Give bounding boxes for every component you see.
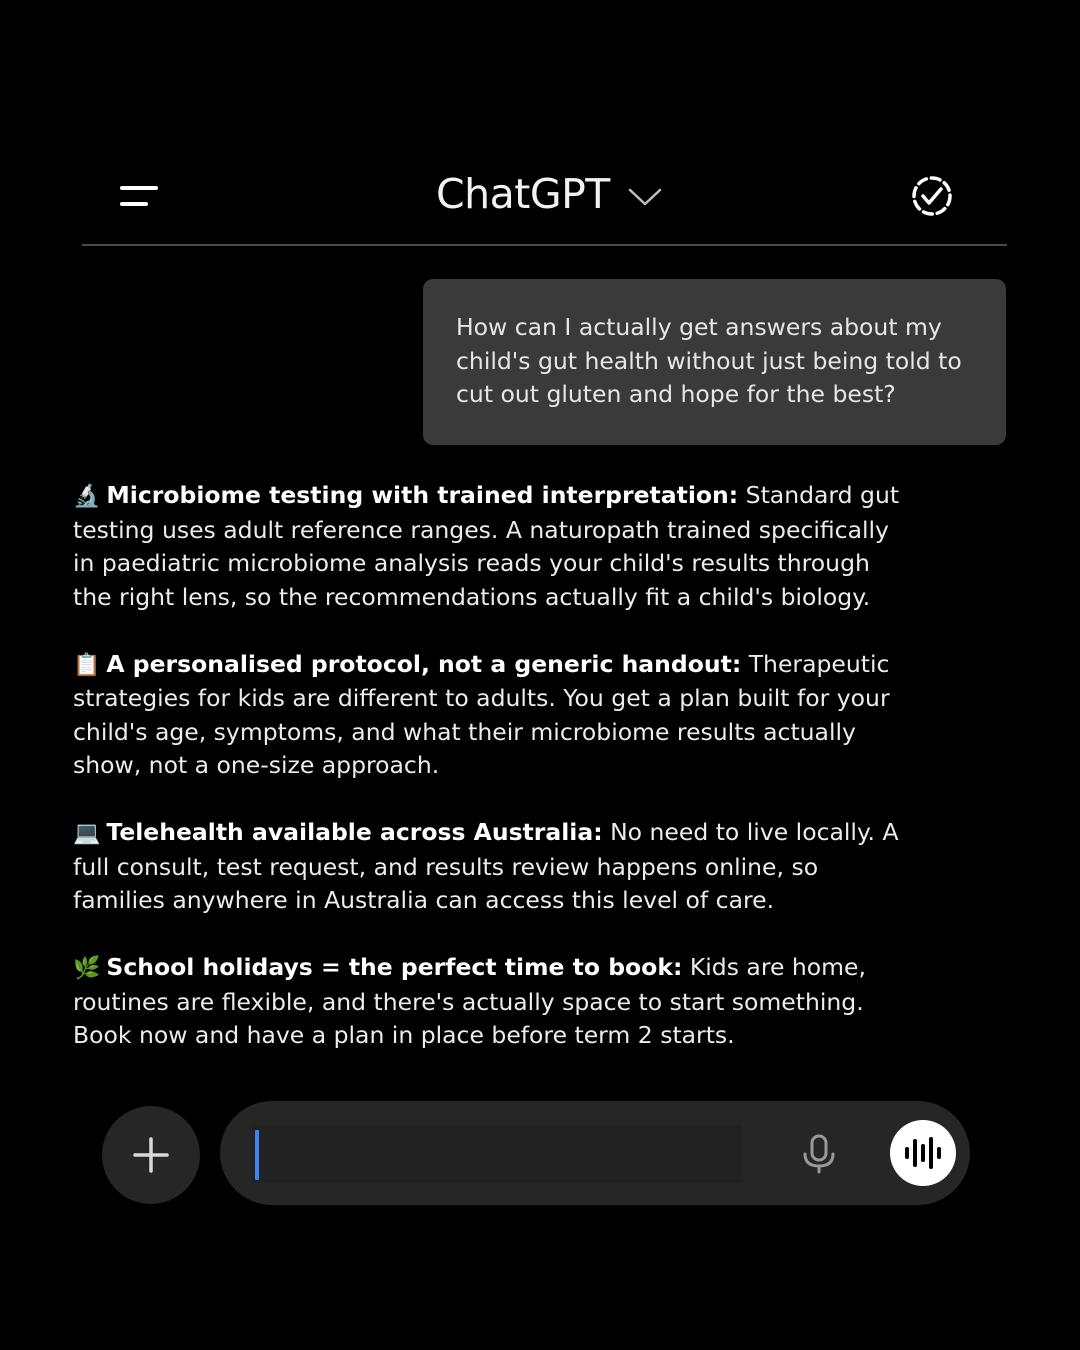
message-input[interactable] xyxy=(252,1125,742,1183)
response-item-body: Therapeutic strategies for kids are different to adults. You get a plan built for your child's age, symptoms, and what their microbiome results actually show, not a one-size approach. xyxy=(73,649,890,779)
composer-bar xyxy=(220,1101,970,1205)
response-item xyxy=(73,479,903,614)
response-item xyxy=(73,648,903,783)
clipboard-icon: 📋 xyxy=(73,652,101,678)
model-selector[interactable] xyxy=(436,166,662,222)
response-item-heading: A personalised protocol, not a generic handout: xyxy=(106,649,742,678)
herb-icon: 🌿 xyxy=(73,956,101,981)
response-item-heading: Telehealth available across Australia: xyxy=(106,818,603,846)
response-item-heading: School holidays = the perfect time to book: xyxy=(106,953,683,981)
attach-button[interactable] xyxy=(102,1106,200,1204)
user-message-bubble xyxy=(423,279,1006,445)
laptop-icon: 💻 xyxy=(73,821,101,846)
response-item xyxy=(73,816,903,918)
response-item-body: No need to live locally. A full consult, test request, and results review happens online, so families anywhere in Australia can access this level of care. xyxy=(73,818,899,914)
voice-mode-icon xyxy=(903,1136,943,1170)
page-title: ChatGPT xyxy=(436,170,610,218)
user-message-text: How can I actually get answers about my child's gut health without just being told to cut out gluten and hope for the best? xyxy=(456,313,962,408)
microscope-icon: 🔬 xyxy=(73,484,101,509)
response-item-body: Standard gut testing uses adult reference ranges. A naturopath trained specifically in paediatric microbiome analysis reads your child's results through the right lens, so the recommendations actually fit a child's biology. xyxy=(73,481,900,611)
chevron-down-icon xyxy=(628,187,662,207)
dictation-button[interactable] xyxy=(800,1134,838,1174)
sidebar-menu-button[interactable] xyxy=(114,174,164,218)
response-item-body: Kids are home, routines are flexible, and there's actually space to start something. Book now and have a plan in place before term 2 starts. xyxy=(73,953,866,1049)
chat-header xyxy=(82,160,1007,246)
voice-mode-button[interactable] xyxy=(890,1120,956,1186)
assistant-response xyxy=(73,479,903,1086)
temporary-chat-icon xyxy=(908,172,956,220)
temporary-chat-button[interactable] xyxy=(908,172,956,220)
menu-icon xyxy=(114,174,164,218)
response-item-heading: Microbiome testing with trained interpretation: xyxy=(106,481,739,509)
microphone-icon xyxy=(800,1134,838,1174)
plus-icon xyxy=(131,1135,171,1175)
response-item xyxy=(73,951,903,1053)
text-caret xyxy=(255,1130,259,1180)
